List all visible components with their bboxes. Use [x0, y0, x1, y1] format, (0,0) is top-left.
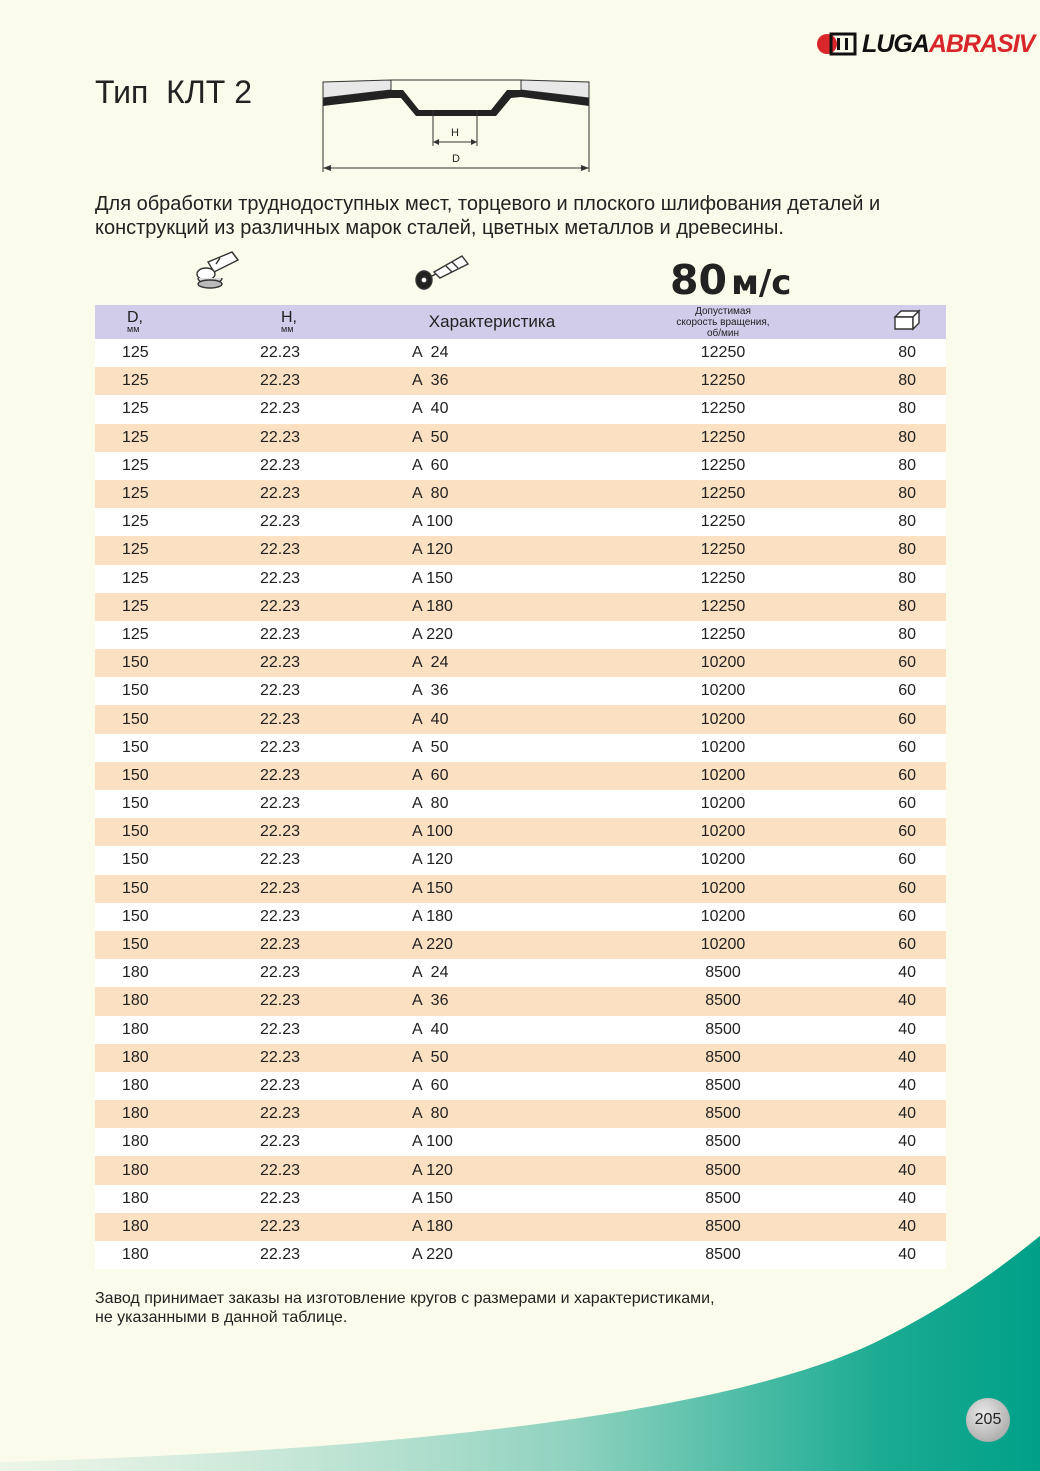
cell-rotation-speed: 8500	[705, 992, 741, 1010]
cell-package-qty: 40	[898, 1246, 916, 1264]
angle-grinder-icon	[190, 248, 242, 292]
table-row	[95, 987, 946, 1015]
cell-package-qty: 40	[898, 1076, 916, 1094]
cell-rotation-speed: 10200	[700, 851, 746, 869]
table-row	[95, 903, 946, 931]
cell-characteristic: A 36	[412, 992, 449, 1010]
cell-characteristic: A 60	[412, 766, 449, 784]
cell-diameter: 180	[122, 1246, 149, 1264]
cell-bore: 22.23	[260, 485, 301, 503]
cell-package-qty: 60	[898, 738, 916, 756]
cell-bore: 22.23	[260, 1217, 301, 1235]
cell-bore: 22.23	[260, 513, 301, 531]
cell-characteristic: A 40	[412, 1020, 449, 1038]
cell-diameter: 180	[122, 992, 149, 1010]
cell-bore: 22.23	[260, 456, 301, 474]
table-row	[95, 508, 946, 536]
table-row	[95, 565, 946, 593]
cell-characteristic: A 60	[412, 456, 449, 474]
footer-note-line1: Завод принимает заказы на изготовление кругов с размерами и характеристиками,	[95, 1290, 715, 1307]
table-row	[95, 1156, 946, 1184]
table-row	[95, 621, 946, 649]
header-diameter	[95, 305, 179, 339]
cell-rotation-speed: 10200	[700, 682, 746, 700]
cell-rotation-speed: 12250	[700, 597, 746, 615]
cell-diameter: 180	[122, 1161, 149, 1179]
table-row	[95, 536, 946, 564]
table-row	[95, 1100, 946, 1128]
cell-bore: 22.23	[260, 964, 301, 982]
cell-characteristic: A 50	[412, 738, 449, 756]
cell-bore: 22.23	[260, 428, 301, 446]
header-rotation-speed	[587, 305, 859, 339]
brand-name	[862, 30, 1034, 59]
cell-diameter: 125	[122, 456, 149, 474]
cell-diameter: 150	[122, 682, 149, 700]
cell-package-qty: 40	[898, 1161, 916, 1179]
cell-characteristic: A 120	[412, 541, 453, 559]
cell-package-qty: 80	[898, 625, 916, 643]
header-speed-line1: Допустимая	[695, 305, 751, 317]
cell-package-qty: 60	[898, 851, 916, 869]
table-row	[95, 1016, 946, 1044]
cell-rotation-speed: 10200	[700, 654, 746, 672]
wheel-cross-section-diagram	[315, 76, 597, 176]
cell-rotation-speed: 10200	[700, 879, 746, 897]
table-row	[95, 875, 946, 903]
cell-characteristic: A 120	[412, 851, 453, 869]
table-row	[95, 705, 946, 733]
cell-bore: 22.23	[260, 710, 301, 728]
cell-diameter: 125	[122, 400, 149, 418]
cell-characteristic: A 180	[412, 597, 453, 615]
cell-bore: 22.23	[260, 569, 301, 587]
cell-rotation-speed: 10200	[700, 823, 746, 841]
max-speed-unit: м/с	[731, 263, 792, 303]
cell-package-qty: 60	[898, 879, 916, 897]
table-row	[95, 959, 946, 987]
package-box-icon	[892, 309, 922, 331]
cell-rotation-speed: 12250	[700, 344, 746, 362]
cell-package-qty: 80	[898, 372, 916, 390]
cell-bore: 22.23	[260, 795, 301, 813]
table-header-row	[95, 305, 946, 339]
table-row	[95, 677, 946, 705]
cell-characteristic: A 100	[412, 1133, 453, 1151]
cell-diameter: 150	[122, 851, 149, 869]
cell-rotation-speed: 8500	[705, 1020, 741, 1038]
cell-bore: 22.23	[260, 766, 301, 784]
cell-characteristic: A 150	[412, 569, 453, 587]
product-table	[95, 305, 946, 1269]
cell-bore: 22.23	[260, 682, 301, 700]
cell-diameter: 180	[122, 1076, 149, 1094]
footer-note-line2: не указанными в данной таблице.	[95, 1309, 348, 1326]
cell-bore: 22.23	[260, 1105, 301, 1123]
table-row	[95, 339, 946, 367]
cell-diameter: 180	[122, 964, 149, 982]
cell-diameter: 180	[122, 1020, 149, 1038]
cell-characteristic: A 80	[412, 795, 449, 813]
cell-package-qty: 60	[898, 795, 916, 813]
cell-diameter: 180	[122, 1048, 149, 1066]
cell-rotation-speed: 12250	[700, 456, 746, 474]
cell-package-qty: 80	[898, 569, 916, 587]
cell-package-qty: 40	[898, 992, 916, 1010]
cell-diameter: 150	[122, 907, 149, 925]
cell-bore: 22.23	[260, 879, 301, 897]
header-speed-line3: об/мин	[706, 327, 740, 339]
cell-characteristic: A 180	[412, 1217, 453, 1235]
cell-characteristic: A 220	[412, 625, 453, 643]
cell-bore: 22.23	[260, 1020, 301, 1038]
cell-rotation-speed: 10200	[700, 710, 746, 728]
cell-diameter: 125	[122, 344, 149, 362]
cell-package-qty: 60	[898, 682, 916, 700]
cell-bore: 22.23	[260, 936, 301, 954]
cell-characteristic: A 180	[412, 907, 453, 925]
cell-rotation-speed: 10200	[700, 738, 746, 756]
cell-characteristic: A 150	[412, 879, 453, 897]
cell-characteristic: A 24	[412, 964, 449, 982]
cell-diameter: 125	[122, 541, 149, 559]
cell-diameter: 125	[122, 625, 149, 643]
cell-rotation-speed: 12250	[700, 400, 746, 418]
cell-characteristic: A 50	[412, 428, 449, 446]
brand-name-left: LUGA	[862, 29, 929, 58]
cell-characteristic: A 120	[412, 1161, 453, 1179]
cell-package-qty: 40	[898, 1105, 916, 1123]
cell-rotation-speed: 8500	[705, 964, 741, 982]
cell-rotation-speed: 12250	[700, 569, 746, 587]
cell-rotation-speed: 8500	[705, 1133, 741, 1151]
cell-characteristic: A 60	[412, 1076, 449, 1094]
description: Для обработки труднодоступных мест, торцевого и плоского шлифования деталей и конструкций из различных марок сталей, цветных металлов и древесины.	[95, 193, 881, 239]
cell-rotation-speed: 12250	[700, 625, 746, 643]
table-row	[95, 818, 946, 846]
cell-diameter: 150	[122, 795, 149, 813]
cell-diameter: 125	[122, 372, 149, 390]
page-number-badge	[966, 1398, 1010, 1442]
cell-diameter: 125	[122, 569, 149, 587]
cell-characteristic: A 100	[412, 823, 453, 841]
cell-rotation-speed: 8500	[705, 1189, 741, 1207]
cell-package-qty: 40	[898, 1133, 916, 1151]
footer-note	[95, 1289, 895, 1327]
page-number: 205	[974, 1411, 1002, 1428]
cell-bore: 22.23	[260, 654, 301, 672]
header-diameter-unit: мм	[127, 323, 140, 334]
cell-characteristic: A 36	[412, 372, 449, 390]
cell-bore: 22.23	[260, 625, 301, 643]
header-bore-unit: мм	[281, 323, 294, 334]
brand-name-right: ABRASIV	[928, 29, 1035, 58]
table-row	[95, 1213, 946, 1241]
cell-characteristic: A 150	[412, 1189, 453, 1207]
cell-characteristic: A 40	[412, 710, 449, 728]
cell-rotation-speed: 8500	[705, 1048, 741, 1066]
cell-diameter: 125	[122, 597, 149, 615]
cell-characteristic: A 24	[412, 344, 449, 362]
table-row	[95, 395, 946, 423]
cell-characteristic: A 80	[412, 485, 449, 503]
cell-package-qty: 40	[898, 964, 916, 982]
cell-diameter: 150	[122, 823, 149, 841]
cell-bore: 22.23	[260, 907, 301, 925]
cell-bore: 22.23	[260, 1161, 301, 1179]
cell-bore: 22.23	[260, 1076, 301, 1094]
cell-bore: 22.23	[260, 1246, 301, 1264]
header-characteristic: Характеристика	[428, 312, 556, 331]
table-row	[95, 846, 946, 874]
header-diameter-label: D,	[127, 308, 143, 326]
cell-diameter: 150	[122, 766, 149, 784]
cell-characteristic: A 36	[412, 682, 449, 700]
cell-characteristic: A 40	[412, 400, 449, 418]
cell-diameter: 180	[122, 1133, 149, 1151]
brand-logo	[816, 26, 1034, 62]
cell-package-qty: 80	[898, 456, 916, 474]
cell-bore: 22.23	[260, 372, 301, 390]
cell-diameter: 125	[122, 428, 149, 446]
table-row	[95, 1241, 946, 1269]
table-row	[95, 931, 946, 959]
table-row	[95, 790, 946, 818]
cell-bore: 22.23	[260, 541, 301, 559]
cell-diameter: 125	[122, 485, 149, 503]
cell-characteristic: A 100	[412, 513, 453, 531]
table-row	[95, 424, 946, 452]
table-row	[95, 480, 946, 508]
cell-bore: 22.23	[260, 992, 301, 1010]
cell-diameter: 150	[122, 936, 149, 954]
cell-rotation-speed: 12250	[700, 485, 746, 503]
cell-diameter: 150	[122, 654, 149, 672]
header-speed-line2: скорость вращения,	[676, 316, 770, 328]
cell-bore: 22.23	[260, 1048, 301, 1066]
cell-package-qty: 60	[898, 654, 916, 672]
wheel-profile	[323, 80, 589, 116]
table-row	[95, 1044, 946, 1072]
cell-package-qty: 40	[898, 1048, 916, 1066]
cell-rotation-speed: 12250	[700, 428, 746, 446]
cell-package-qty: 60	[898, 823, 916, 841]
table-row	[95, 452, 946, 480]
cell-package-qty: 80	[898, 597, 916, 615]
cell-rotation-speed: 10200	[700, 936, 746, 954]
cell-rotation-speed: 8500	[705, 1246, 741, 1264]
cell-bore: 22.23	[260, 823, 301, 841]
table-row	[95, 1128, 946, 1156]
cell-rotation-speed: 12250	[700, 372, 746, 390]
cell-characteristic: A 24	[412, 654, 449, 672]
cell-bore: 22.23	[260, 400, 301, 418]
cell-bore: 22.23	[260, 851, 301, 869]
cell-bore: 22.23	[260, 738, 301, 756]
cell-package-qty: 80	[898, 541, 916, 559]
table-row	[95, 649, 946, 677]
cell-package-qty: 80	[898, 428, 916, 446]
cell-package-qty: 60	[898, 766, 916, 784]
drill-attachment-icon	[412, 250, 472, 292]
cell-diameter: 125	[122, 513, 149, 531]
cell-package-qty: 80	[898, 400, 916, 418]
cell-package-qty: 80	[898, 513, 916, 531]
cell-bore: 22.23	[260, 344, 301, 362]
cell-rotation-speed: 10200	[700, 766, 746, 784]
cell-characteristic: A 220	[412, 936, 453, 954]
cell-rotation-speed: 8500	[705, 1217, 741, 1235]
table-row	[95, 593, 946, 621]
cell-diameter: 150	[122, 710, 149, 728]
page-title: Тип КЛТ 2	[95, 74, 252, 110]
table-row	[95, 1185, 946, 1213]
cell-rotation-speed: 12250	[700, 541, 746, 559]
header-bore-label: H,	[281, 308, 297, 326]
header-package	[859, 305, 946, 339]
cell-package-qty: 40	[898, 1020, 916, 1038]
cell-package-qty: 80	[898, 344, 916, 362]
cell-diameter: 180	[122, 1105, 149, 1123]
max-speed-value: 80	[670, 256, 728, 304]
table-row	[95, 1072, 946, 1100]
cell-package-qty: 60	[898, 936, 916, 954]
diagram-label-d: D	[452, 153, 460, 165]
cell-package-qty: 40	[898, 1189, 916, 1207]
header-bore	[179, 305, 397, 339]
cell-diameter: 150	[122, 879, 149, 897]
cell-bore: 22.23	[260, 1189, 301, 1207]
cell-rotation-speed: 12250	[700, 513, 746, 531]
table-row	[95, 367, 946, 395]
cell-package-qty: 40	[898, 1217, 916, 1235]
table-row	[95, 762, 946, 790]
cell-characteristic: A 80	[412, 1105, 449, 1123]
cell-diameter: 150	[122, 738, 149, 756]
cell-rotation-speed: 8500	[705, 1076, 741, 1094]
table-row	[95, 734, 946, 762]
cell-rotation-speed: 10200	[700, 795, 746, 813]
cell-rotation-speed: 8500	[705, 1161, 741, 1179]
cell-rotation-speed: 10200	[700, 907, 746, 925]
cell-package-qty: 60	[898, 710, 916, 728]
cell-package-qty: 80	[898, 485, 916, 503]
cell-package-qty: 60	[898, 907, 916, 925]
cell-characteristic: A 220	[412, 1246, 453, 1264]
diagram-label-h: H	[451, 127, 459, 139]
cell-bore: 22.23	[260, 1133, 301, 1151]
cell-diameter: 180	[122, 1189, 149, 1207]
cell-bore: 22.23	[260, 597, 301, 615]
cell-rotation-speed: 8500	[705, 1105, 741, 1123]
cell-diameter: 180	[122, 1217, 149, 1235]
max-speed-label	[670, 256, 791, 304]
cell-characteristic: A 50	[412, 1048, 449, 1066]
brand-logo-icon	[816, 28, 858, 60]
